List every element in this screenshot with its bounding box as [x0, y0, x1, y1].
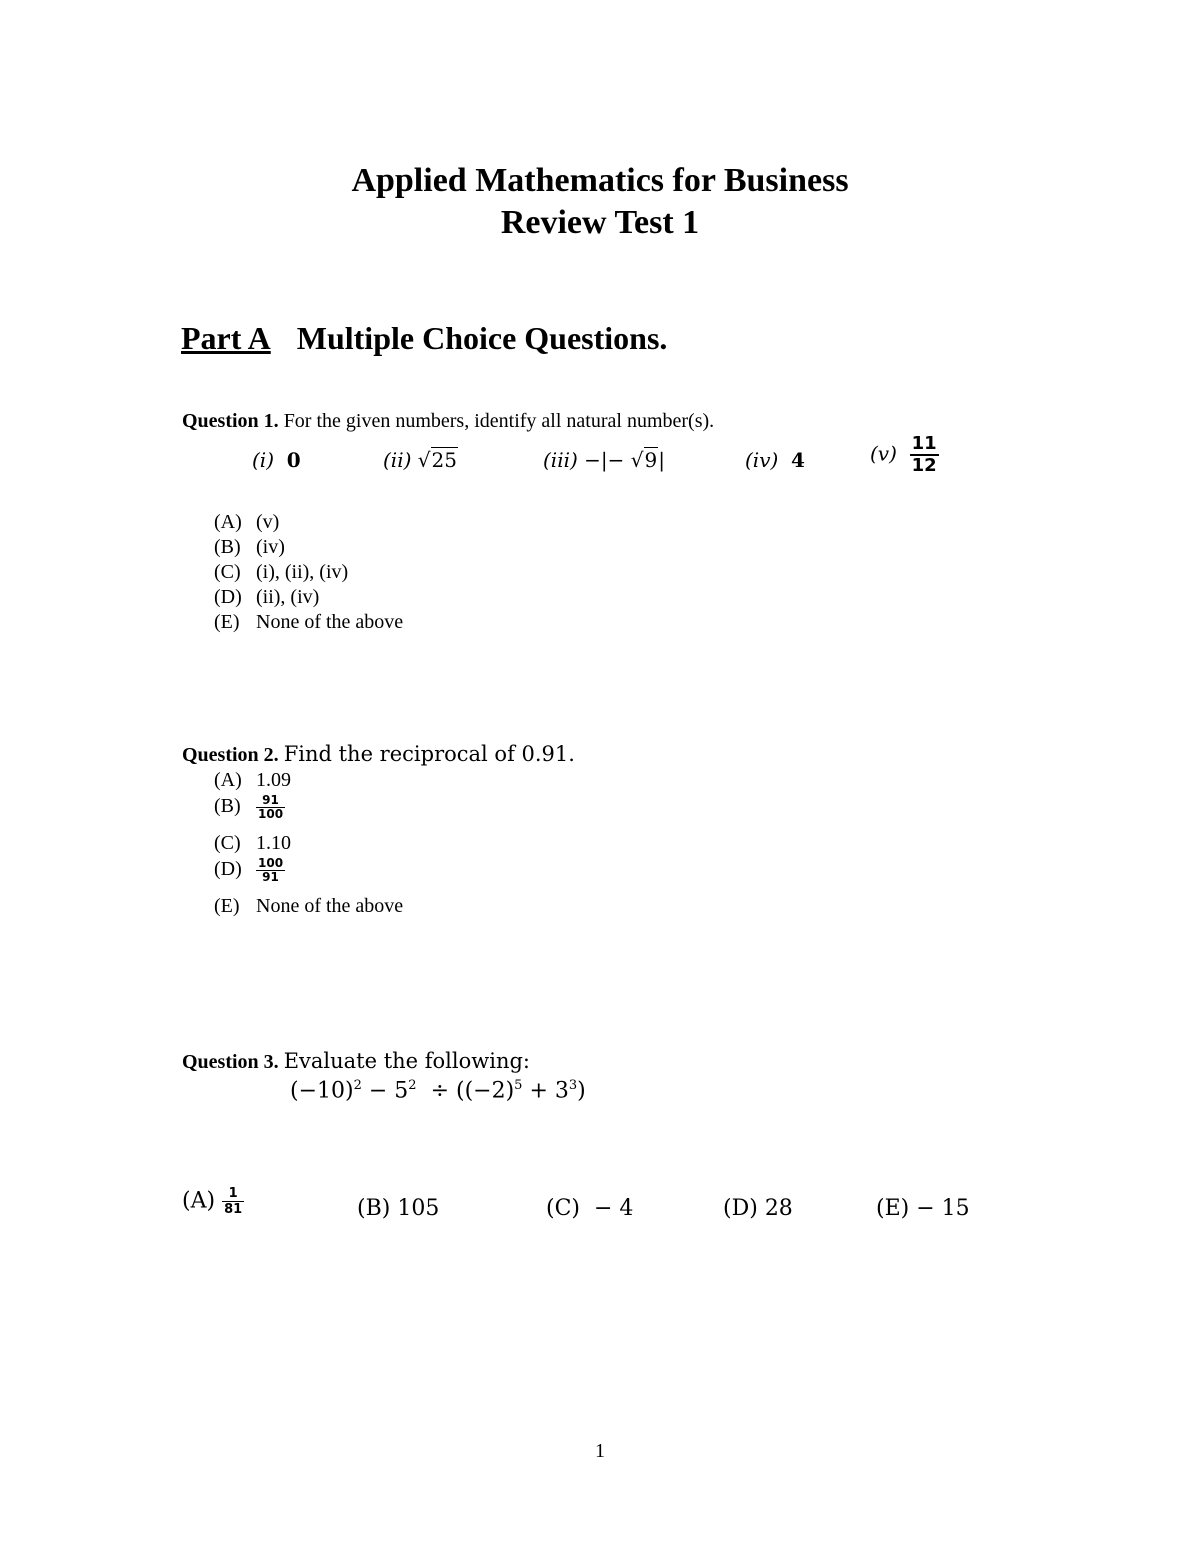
question-1-label: Question 1.: [182, 410, 279, 432]
q1-option-c[interactable]: (C) (i), (ii), (iv): [214, 561, 349, 583]
fraction: $\frac{91}{100}$: [258, 793, 284, 821]
q3-expression: $(-10)^2 - 5^2 \div ((-2)^5 + 3^3)$: [290, 1078, 586, 1104]
fraction: $\frac{1}{81}$: [224, 1186, 243, 1217]
fraction: $\frac{11}{12}$: [911, 433, 937, 476]
document-title: Applied Mathematics for Business: [351, 162, 849, 199]
question-3-label: Question 3.: [182, 1051, 279, 1073]
question-2-text: Find the reciprocal of 0.91.: [283, 742, 575, 766]
q2-option-b[interactable]: (B) $\frac{91}{100}$: [214, 793, 284, 821]
q1-item-iv: (iv) 4: [745, 448, 805, 472]
page-number: 1: [595, 1440, 605, 1462]
question-1-text: For the given numbers, identify all natural number(s).: [283, 410, 715, 432]
question-3-prompt: [182, 1048, 530, 1075]
q2-option-c[interactable]: (C) 1.10: [214, 832, 291, 854]
part-label: Part A: [181, 320, 271, 356]
question-2-label: Question 2.: [182, 744, 279, 766]
q2-option-d[interactable]: (D) $\frac{100}{91}$: [214, 856, 284, 884]
q1-item-ii: (ii) √25: [383, 448, 457, 472]
q1-option-e[interactable]: (E) None of the above: [214, 611, 404, 633]
question-1-prompt: [182, 408, 714, 434]
part-heading: [181, 318, 667, 358]
q2-option-a[interactable]: (A) 1.09: [214, 769, 291, 791]
q2-option-e[interactable]: (E) None of the above: [214, 895, 404, 917]
q1-item-i: (i) 0: [252, 448, 301, 472]
q1-option-b[interactable]: (B) (iv): [214, 536, 285, 558]
sqrt-symbol: √25: [417, 448, 457, 472]
q1-option-d[interactable]: (D) (ii), (iv): [214, 586, 320, 608]
part-title: Multiple Choice Questions.: [296, 320, 668, 356]
question-3-text: Evaluate the following:: [283, 1049, 530, 1073]
question-2-prompt: [182, 741, 575, 768]
q1-item-iii: (iii) −|− √9|: [543, 448, 666, 472]
q1-item-v: (v) $\frac{11}{12}$: [870, 433, 937, 476]
q3-option-d[interactable]: (D) 28: [723, 1196, 793, 1221]
fraction: $\frac{100}{91}$: [258, 856, 284, 884]
q3-option-b[interactable]: (B) 105: [357, 1196, 440, 1221]
q3-option-a[interactable]: (A) $\frac{1}{81}$: [182, 1186, 243, 1217]
document-subtitle: Review Test 1: [500, 204, 700, 241]
q3-option-c[interactable]: (C) − 4: [546, 1196, 634, 1221]
q1-option-a[interactable]: (A) (v): [214, 511, 280, 533]
q3-option-e[interactable]: (E) − 15: [876, 1196, 970, 1221]
sqrt-symbol: √9: [630, 448, 658, 472]
